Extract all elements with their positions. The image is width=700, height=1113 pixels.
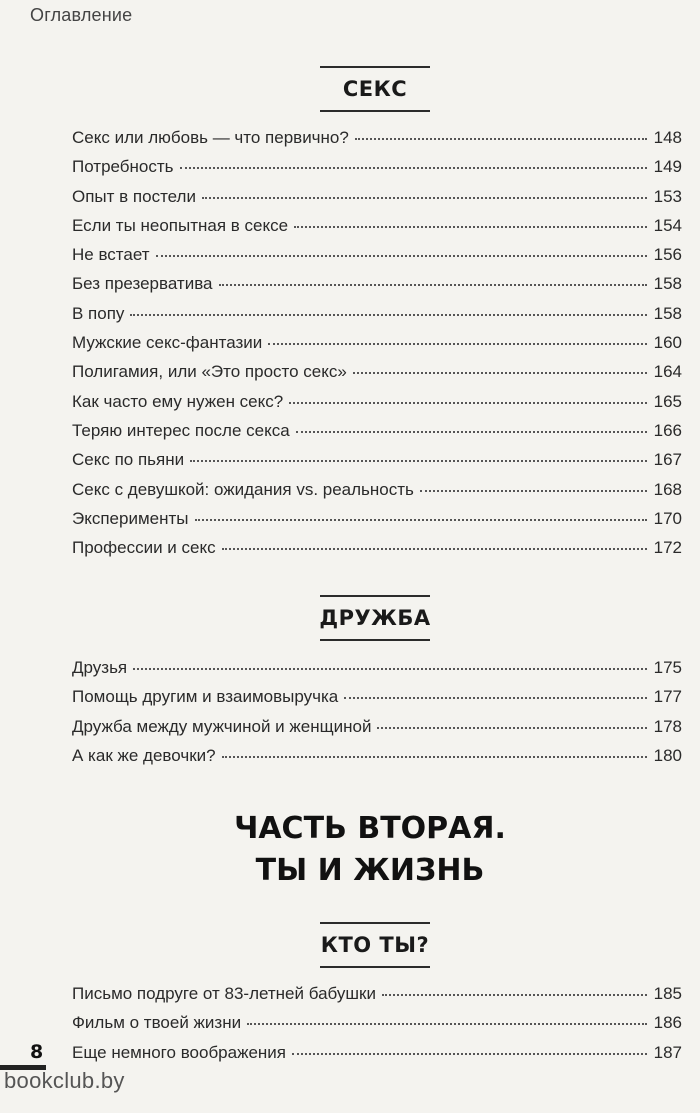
toc-entry-page: 154 bbox=[653, 215, 682, 235]
dot-leader bbox=[133, 668, 647, 670]
toc-entry-page: 187 bbox=[653, 1042, 682, 1062]
dot-leader bbox=[377, 727, 647, 729]
toc-entry-page: 180 bbox=[653, 745, 682, 765]
dot-leader bbox=[289, 402, 647, 404]
watermark: bookclub.by bbox=[4, 1068, 125, 1093]
dot-leader bbox=[292, 1053, 647, 1055]
toc-entry[interactable] bbox=[72, 1013, 682, 1042]
toc-entry[interactable] bbox=[72, 450, 682, 479]
dot-leader bbox=[190, 460, 647, 462]
toc-entry-title: Потребность bbox=[72, 157, 174, 177]
toc-entry[interactable] bbox=[72, 687, 682, 716]
dot-leader bbox=[268, 343, 647, 345]
toc-entry-page: 149 bbox=[653, 157, 682, 177]
dot-leader bbox=[353, 372, 647, 374]
toc-entry-title: Помощь другим и взаимовыручка bbox=[72, 687, 339, 707]
toc-entry-page: 168 bbox=[653, 479, 682, 499]
toc-entry-title: Дружба между мужчиной и женщиной bbox=[72, 716, 372, 736]
toc-entry-page: 158 bbox=[653, 303, 682, 323]
toc-entry-title: Не встает bbox=[72, 245, 150, 265]
toc-entry[interactable] bbox=[72, 421, 682, 450]
toc-entry-page: 165 bbox=[653, 391, 682, 411]
toc-entry[interactable] bbox=[72, 480, 682, 509]
toc-entry-page: 177 bbox=[653, 687, 682, 707]
toc-entry[interactable] bbox=[72, 157, 682, 186]
toc-entry-page: 156 bbox=[653, 245, 682, 265]
dot-leader bbox=[294, 226, 647, 228]
toc-entry-page: 172 bbox=[653, 538, 682, 558]
toc-entry[interactable] bbox=[72, 333, 682, 362]
dot-leader bbox=[130, 314, 647, 316]
dot-leader bbox=[222, 756, 647, 758]
toc-list-sex bbox=[72, 128, 682, 567]
dot-leader bbox=[195, 519, 648, 521]
toc-entry-title: А как же девочки? bbox=[72, 745, 216, 765]
toc-entry[interactable] bbox=[72, 128, 682, 157]
toc-entry-title: Еще немного воображения bbox=[72, 1042, 287, 1062]
dot-leader bbox=[420, 490, 647, 492]
toc-entry[interactable] bbox=[72, 509, 682, 538]
toc-entry-title: Друзья bbox=[72, 658, 128, 677]
toc-entry-title: Опыт в постели bbox=[72, 186, 196, 206]
running-head: Оглавление bbox=[30, 5, 133, 25]
dot-leader bbox=[247, 1023, 647, 1025]
section-heading-who-are-you: КТО ТЫ? bbox=[320, 922, 430, 968]
part-title-line1: ЧАСТЬ ВТОРАЯ. bbox=[234, 811, 506, 846]
toc-entry-page: 185 bbox=[653, 984, 682, 1003]
section-heading-friendship: ДРУЖБА bbox=[320, 595, 430, 641]
toc-entry[interactable] bbox=[72, 274, 682, 303]
dot-leader bbox=[344, 697, 647, 699]
toc-entry-title: Секс или любовь — что первично? bbox=[72, 128, 349, 147]
toc-entry-page: 167 bbox=[653, 450, 682, 470]
toc-entry-title: Как часто ему нужен секс? bbox=[72, 391, 284, 411]
toc-entry[interactable] bbox=[72, 746, 682, 775]
dot-leader bbox=[222, 548, 647, 550]
dot-leader bbox=[296, 431, 647, 433]
toc-list-who-are-you bbox=[72, 984, 682, 1072]
toc-entry-title: Если ты неопытная в сексе bbox=[72, 215, 289, 235]
toc-entry[interactable] bbox=[72, 717, 682, 746]
toc-entry-title: Письмо подруге от 83-летней бабушки bbox=[72, 984, 376, 1003]
toc-list-friendship bbox=[72, 658, 682, 775]
toc-entry-page: 158 bbox=[653, 274, 682, 294]
section-heading-sex: СЕКС bbox=[320, 66, 430, 112]
part-title-line2: ТЫ И ЖИЗНЬ bbox=[255, 853, 485, 888]
toc-entry-title: Секс с девушкой: ожидания vs. реальность bbox=[72, 479, 414, 499]
dot-leader bbox=[202, 197, 647, 199]
toc-entry[interactable] bbox=[72, 304, 682, 333]
toc-entry-title: Секс по пьяни bbox=[72, 450, 185, 470]
toc-entry-page: 175 bbox=[653, 658, 682, 677]
toc-entry-title: Полигамия, или «Это просто секс» bbox=[72, 362, 347, 382]
toc-entry-title: Мужские секс-фантазии bbox=[72, 333, 263, 353]
dot-leader bbox=[382, 994, 647, 996]
toc-entry[interactable] bbox=[72, 658, 682, 687]
toc-entry-page: 170 bbox=[653, 508, 682, 528]
part-title bbox=[230, 808, 510, 892]
toc-entry[interactable] bbox=[72, 1043, 682, 1072]
toc-entry[interactable] bbox=[72, 362, 682, 391]
toc-entry-page: 166 bbox=[653, 420, 682, 440]
toc-entry-title: Теряю интерес после секса bbox=[72, 420, 290, 440]
toc-entry-page: 186 bbox=[653, 1013, 682, 1033]
toc-entry[interactable] bbox=[72, 216, 682, 245]
page-number: 8 bbox=[30, 1041, 44, 1063]
toc-entry-page: 153 bbox=[653, 186, 682, 206]
toc-entry-page: 148 bbox=[653, 128, 682, 147]
toc-entry[interactable] bbox=[72, 245, 682, 274]
dot-leader bbox=[355, 138, 647, 140]
toc-entry-title: Профессии и секс bbox=[72, 538, 216, 558]
toc-entry-title: В попу bbox=[72, 303, 125, 323]
toc-entry[interactable] bbox=[72, 392, 682, 421]
dot-leader bbox=[180, 167, 647, 169]
toc-entry[interactable] bbox=[72, 187, 682, 216]
toc-entry-title: Фильм о твоей жизни bbox=[72, 1013, 242, 1033]
toc-entry-page: 160 bbox=[653, 333, 682, 353]
toc-entry-title: Без презерватива bbox=[72, 274, 213, 294]
toc-entry-page: 178 bbox=[653, 716, 682, 736]
dot-leader bbox=[156, 255, 647, 257]
dot-leader bbox=[219, 284, 647, 286]
toc-entry[interactable] bbox=[72, 538, 682, 567]
toc-entry[interactable] bbox=[72, 984, 682, 1013]
toc-entry-page: 164 bbox=[653, 362, 682, 382]
toc-entry-title: Эксперименты bbox=[72, 508, 189, 528]
